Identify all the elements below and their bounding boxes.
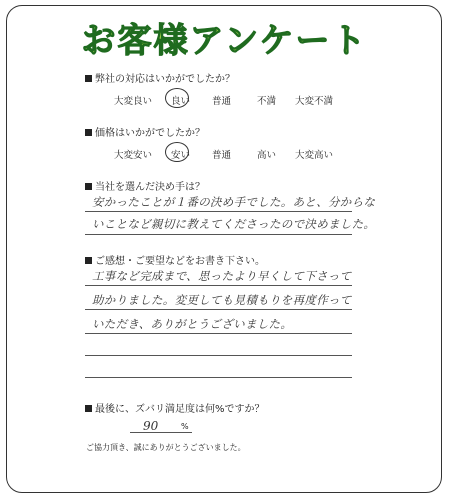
option-service-dissatisfied[interactable]: 不満 — [257, 96, 277, 107]
bullet-icon — [85, 405, 92, 412]
question-deciding-factor-text: 当社を選んだ決め手は？ — [95, 182, 205, 193]
question-service — [85, 70, 235, 85]
question-comments — [85, 252, 265, 267]
satisfaction-unit: % — [181, 422, 189, 431]
question-comments-text: ご感想・ご要望などをお書き下さい。 — [95, 256, 265, 267]
survey-title: お客様アンケート — [81, 21, 368, 61]
answer-rule — [85, 333, 352, 334]
answer-rule — [85, 285, 352, 286]
option-service-very-good[interactable]: 大変良い — [114, 96, 153, 107]
option-price-normal[interactable]: 普通 — [212, 150, 232, 161]
option-price-very-cheap[interactable]: 大変安い — [114, 150, 153, 161]
answer-deciding-factor-line: いことなど親切に教えてくださったので決めました。 — [92, 217, 376, 231]
answer-rule — [85, 355, 352, 356]
bullet-icon — [85, 75, 92, 82]
option-price-very-expensive[interactable]: 大変高い — [295, 150, 334, 161]
question-service-text: 弊社の対応はいかがでしたか？ — [95, 74, 235, 85]
bullet-icon — [85, 257, 92, 264]
answer-rule — [85, 309, 352, 310]
answer-comments-line: 助かりました。変更しても見積もりを再度作って — [92, 293, 352, 307]
answer-comments-line: 工事など完成まで、思ったより早くして下さって — [92, 269, 352, 283]
question-satisfaction-text: 最後に、ズバリ満足度は何%ですか？ — [95, 404, 265, 415]
answer-rule — [85, 377, 352, 378]
question-price-text: 価格はいかがでしたか？ — [95, 128, 205, 139]
answer-comments-line: いただき、ありがとうございました。 — [92, 317, 293, 331]
selected-mark-price — [165, 142, 189, 162]
option-price-cheap[interactable]: 安い — [171, 150, 191, 161]
option-service-normal[interactable]: 普通 — [212, 96, 232, 107]
selected-mark-service — [165, 88, 189, 108]
bullet-icon — [85, 183, 92, 190]
option-price-expensive[interactable]: 高い — [257, 150, 277, 161]
answer-deciding-factor-line: 安かったことが１番の決め手でした。あと、分からな — [92, 195, 376, 209]
option-service-very-dissatisfied[interactable]: 大変不満 — [295, 96, 334, 107]
satisfaction-rule — [130, 432, 192, 433]
question-deciding-factor — [85, 178, 205, 193]
answer-rule — [85, 234, 352, 235]
question-price — [85, 124, 205, 139]
footer-thanks: ご協力頂き、誠にありがとうございました。 — [86, 443, 246, 452]
option-service-good[interactable]: 良い — [171, 96, 191, 107]
satisfaction-value: 90 — [143, 419, 159, 433]
question-satisfaction — [85, 400, 265, 415]
bullet-icon — [85, 129, 92, 136]
answer-rule — [85, 211, 352, 212]
